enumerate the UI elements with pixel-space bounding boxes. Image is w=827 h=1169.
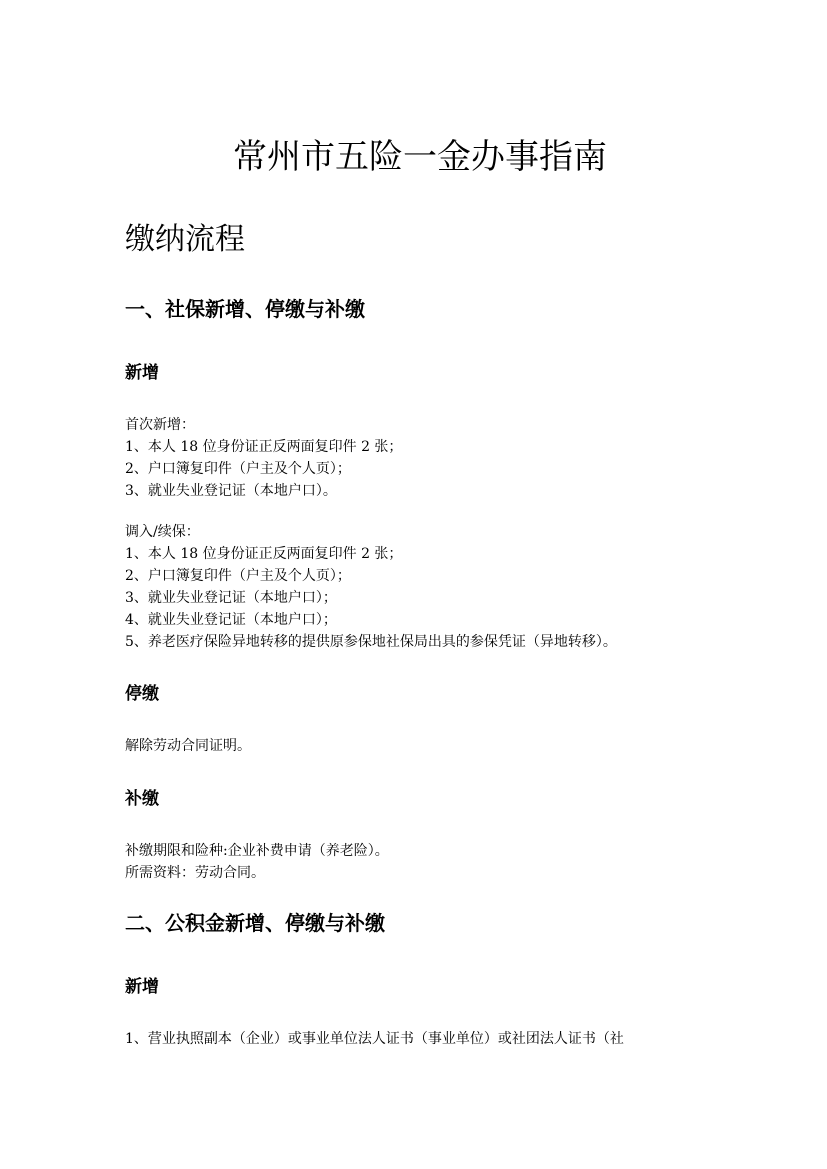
fund-new-block [125,1028,765,1050]
list-item: 3、就业失业登记证（本地户口）； [125,590,337,606]
supplement-block [125,840,765,884]
subsection-supplement-title: 补缴 [125,789,159,809]
list-item: 1、本人 18 位身份证正反两面复印件 2 张； [125,439,403,455]
list-item: 3、就业失业登记证（本地户口）。 [125,483,337,499]
transfer-block [125,521,765,653]
page-title: 常州市五险一金办事指南 [233,137,607,177]
list-item: 4、就业失业登记证（本地户口）； [125,612,337,628]
section-social-insurance-title: 一、社保新增、停缴与补缴 [125,297,365,321]
list-item: 1、本人 18 位身份证正反两面复印件 2 张； [125,546,403,562]
supplement-line: 补缴期限和险种:企业补费申请（养老险）。 [125,843,389,859]
subsection-stop-title: 停缴 [125,684,159,704]
stop-text: 解除劳动合同证明。 [125,738,251,754]
subsection-fund-new-title: 新增 [125,977,159,997]
first-new-label: 首次新增： [125,417,195,433]
list-item: 1、营业执照副本（企业）或事业单位法人证书（事业单位）或社团法人证书（社 [125,1031,624,1047]
section-housing-fund-title: 二、公积金新增、停缴与补缴 [125,911,385,935]
subsection-new-title: 新增 [125,363,159,383]
transfer-label: 调入/续保： [125,524,200,540]
supplement-line: 所需资料：劳动合同。 [125,865,265,881]
list-item: 2、户口簿复印件（户主及个人页）； [125,461,351,477]
stop-block [125,735,765,757]
first-new-block [125,414,765,502]
list-item: 5、养老医疗保险异地转移的提供原参保地社保局出具的参保凭证（异地转移）。 [125,634,617,650]
list-item: 2、户口簿复印件（户主及个人页）； [125,568,351,584]
heading-payment-process: 缴纳流程 [125,222,245,257]
